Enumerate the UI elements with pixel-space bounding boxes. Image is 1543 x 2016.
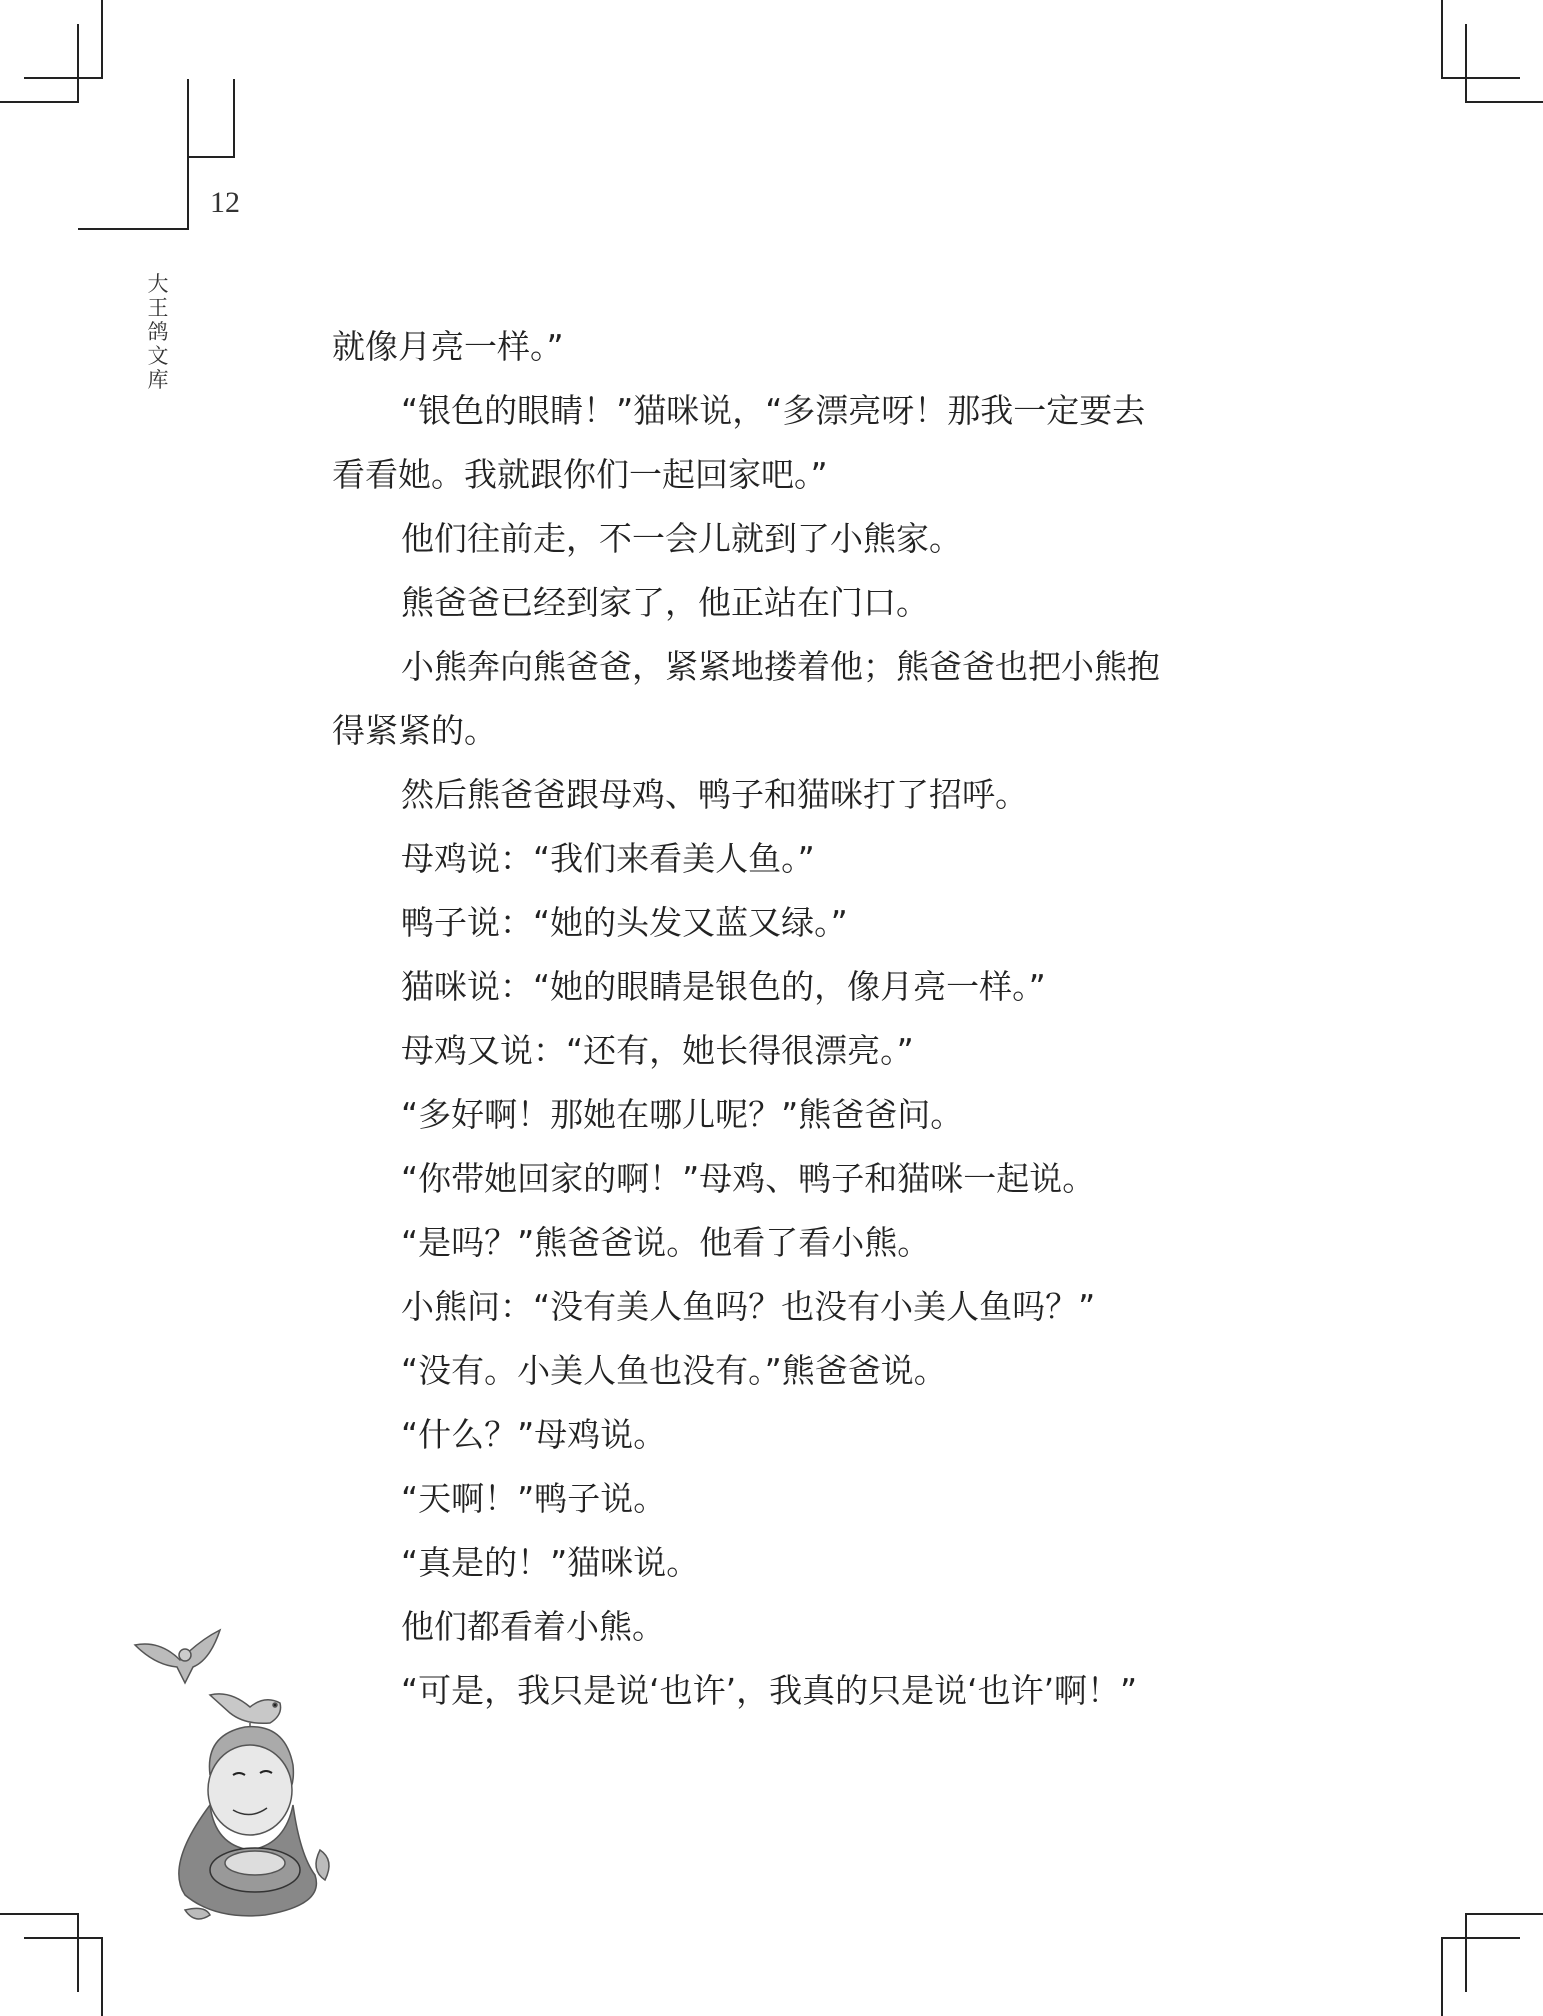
body-text	[332, 315, 1202, 1723]
paragraph-line: “可是，我只是说‘也许’，我真的只是说‘也许’啊！”	[401, 1671, 1138, 1710]
paragraph-line: “多好啊！那她在哪儿呢？”熊爸爸问。	[401, 1095, 964, 1134]
paragraph-continuation-line: 得紧紧的。	[332, 711, 497, 750]
paragraph-line: 母鸡又说：“还有，她长得很漂亮。”	[401, 1031, 914, 1070]
paragraph-line: 熊爸爸已经到家了，他正站在门口。	[401, 583, 929, 622]
paragraph-line: 他们都看着小熊。	[401, 1607, 665, 1646]
page-number: 12	[210, 186, 240, 219]
illustration-bearded-man-icon	[115, 1615, 355, 1925]
flying-bird-icon	[135, 1630, 220, 1683]
paragraph-line: 鸭子说：“她的头发又蓝又绿。”	[401, 903, 848, 942]
paragraph-line: 他们往前走，不一会儿就到了小熊家。	[401, 519, 962, 558]
paragraph-line: 小熊奔向熊爸爸，紧紧地搂着他；熊爸爸也把小熊抱	[401, 647, 1160, 686]
paragraph-line: 母鸡说：“我们来看美人鱼。”	[401, 839, 815, 878]
paragraph-line: “没有。小美人鱼也没有。”熊爸爸说。	[401, 1351, 947, 1390]
paragraph-line: “银色的眼睛！”猫咪说，“多漂亮呀！那我一定要去	[401, 391, 1146, 430]
series-char: 鸽	[147, 320, 169, 344]
paragraph-continuation-line: 看看她。我就跟你们一起回家吧。”	[332, 455, 828, 494]
paragraph-line: 小熊问：“没有美人鱼吗？也没有小美人鱼吗？”	[401, 1287, 1096, 1326]
paragraph-line: “是吗？”熊爸爸说。他看了看小熊。	[401, 1223, 931, 1262]
series-title-vertical	[146, 272, 170, 392]
paragraph-line: 猫咪说：“她的眼睛是银色的，像月亮一样。”	[401, 967, 1046, 1006]
series-char: 大	[147, 272, 169, 296]
paragraph-line: “什么？”母鸡说。	[401, 1415, 667, 1454]
paragraph-line: “真是的！”猫咪说。	[401, 1543, 700, 1582]
series-char: 文	[147, 344, 169, 368]
paragraph-line: “你带她回家的啊！”母鸡、鸭子和猫咪一起说。	[401, 1159, 1096, 1198]
series-char: 库	[147, 368, 169, 392]
paragraph-line: “天啊！”鸭子说。	[401, 1479, 667, 1518]
paragraph-line: 然后熊爸爸跟母鸡、鸭子和猫咪打了招呼。	[401, 775, 1028, 814]
paragraph-line: 就像月亮一样。”	[332, 327, 564, 366]
series-char: 王	[147, 296, 169, 320]
